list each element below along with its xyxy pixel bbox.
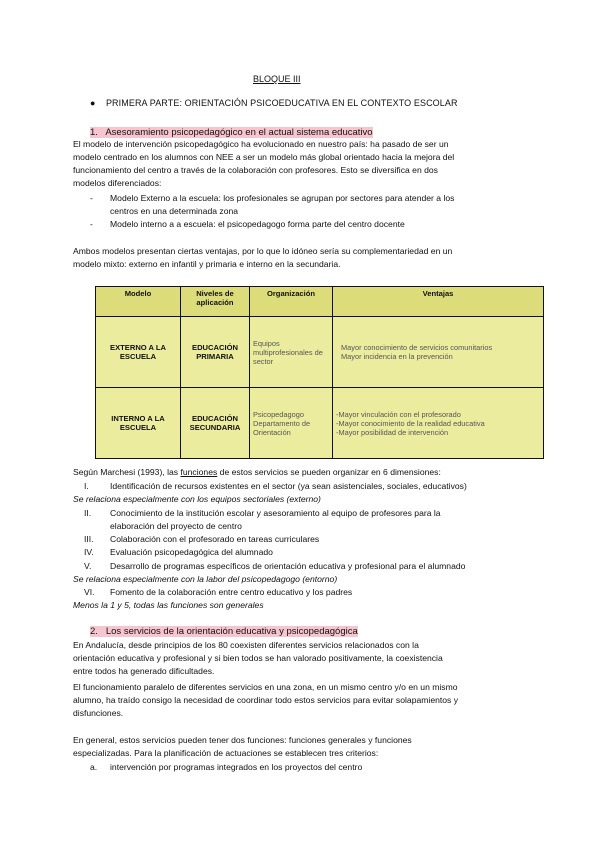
models-table bbox=[95, 286, 544, 459]
function-number: VI. bbox=[84, 587, 95, 597]
paragraph-line: especializadas. Para la planificación de actuaciones se establecen tres criterios: bbox=[73, 748, 379, 758]
function-number: III. bbox=[84, 534, 94, 544]
funciones-intro-pre: Según Marchesi (1993), las bbox=[73, 467, 181, 477]
list-dash: - bbox=[90, 219, 93, 229]
advantage-item: Mayor conocimiento de servicios comunitarios bbox=[341, 343, 493, 352]
note-general: Menos la 1 y 5, todas las funciones son generales bbox=[73, 600, 264, 610]
advantage-item: -Mayor conocimiento de la realidad educativa bbox=[336, 418, 485, 428]
paragraph-line: El funcionamiento paralelo de diferentes servicios en una zona, en un mismo centro y/o en un mismo bbox=[73, 682, 458, 692]
section-2-heading bbox=[90, 626, 358, 637]
funciones-intro bbox=[73, 467, 441, 478]
table-cell: EDUCACIÓN PRIMARIA bbox=[181, 317, 250, 388]
table-header: Niveles de aplicación bbox=[181, 287, 250, 317]
paragraph-line: alumno, ha traído consigo la necesidad de coordinar todo estos servicios para evitar solapamientos y bbox=[73, 695, 459, 705]
function-item: Conocimiento de la institución escolar y asesoramiento al equipo de profesores para la bbox=[110, 508, 441, 518]
table-row bbox=[96, 388, 544, 459]
list-item: Modelo interno a a escuela: el psicopedagogo forma parte del centro docente bbox=[110, 219, 405, 229]
section-2-number: 2. bbox=[90, 626, 98, 637]
table-header: Modelo bbox=[96, 287, 181, 317]
funciones-intro-post: de estos servicios se pueden organizar en 6 dimensiones: bbox=[217, 467, 441, 477]
function-number: IV. bbox=[84, 547, 94, 557]
table-cell bbox=[333, 388, 544, 459]
table-cell: INTERNO A LA ESCUELA bbox=[96, 388, 181, 459]
advantage-item: -Mayor vinculación con el profesorado bbox=[336, 409, 461, 419]
list-item: Modelo Externo a la escuela: los profesionales se agrupan por sectores para atender a los bbox=[110, 193, 455, 203]
paragraph-line: entre todos ha generado dificultades. bbox=[73, 666, 215, 676]
paragraph-line: funcionamiento del centro a través de la colaboración con profesores. Esto se diversifica en dos bbox=[73, 165, 438, 175]
function-item: Fomento de la colaboración entre centro educativo y los padres bbox=[110, 587, 353, 597]
paragraph-line: orientación educativa y profesional y si bien todos se han valorado positivamente, la coexistencia bbox=[73, 653, 443, 663]
section-1-title: Asesoramiento psicopedagógico en el actual sistema educativo bbox=[105, 127, 373, 138]
table-header-row bbox=[96, 287, 544, 317]
paragraph-line: El modelo de intervención psicopedagógico ha evolucionado en nuestro país: ha pasado de ser un bbox=[73, 139, 449, 149]
table-header: Ventajas bbox=[333, 287, 544, 317]
paragraph-line: modelo centrado en los alumnos con NEE a ser un modelo más global orientado hacia la mejora del bbox=[73, 152, 455, 162]
part-heading bbox=[90, 98, 458, 108]
paragraph-line: En Andalucía, desde principios de los 80 coexisten diferentes servicios relacionados con la bbox=[73, 640, 419, 650]
function-item: Evaluación psicopedagógica del alumnado bbox=[110, 547, 273, 557]
function-number: I. bbox=[84, 481, 89, 491]
function-number: V. bbox=[84, 561, 92, 571]
table-cell: EXTERNO A LA ESCUELA bbox=[96, 317, 181, 388]
table-cell: Psicopedagogo Departamento de Orientación bbox=[250, 388, 333, 459]
funciones-link: funciones bbox=[180, 467, 218, 477]
table-cell: Equipos multiprofesionales de sector bbox=[250, 317, 333, 388]
section-2-title: Los servicios de la orientación educativa y psicopedagógica bbox=[105, 626, 358, 637]
list-dash: - bbox=[90, 193, 93, 203]
function-item: Colaboración con el profesorado en tareas curriculares bbox=[110, 534, 320, 544]
bullet-dot-icon: ● bbox=[90, 98, 96, 108]
paragraph-line: Ambos modelos presentan ciertas ventajas, por lo que lo idóneo sería su complementariedad en un bbox=[73, 246, 453, 256]
table-cell: EDUCACIÓN SECUNDARIA bbox=[181, 388, 250, 459]
advantage-item: Mayor incidencia en la prevención bbox=[341, 352, 453, 361]
function-item-continuation: elaboración del proyecto de centro bbox=[110, 521, 242, 531]
function-item: Desarrollo de programas específicos de orientación educativa y profesional para el alumnado bbox=[110, 561, 466, 571]
table-header: Organización bbox=[250, 287, 333, 317]
part-heading-text: PRIMERA PARTE: ORIENTACIÓN PSICOEDUCATIVA EN EL CONTEXTO ESCOLAR bbox=[105, 98, 458, 108]
paragraph-line: modelos diferenciados: bbox=[73, 178, 162, 188]
page-title: BLOQUE III bbox=[253, 74, 301, 84]
function-item: Identificación de recursos existentes en el sector (ya sean asistenciales, sociales, educativos) bbox=[110, 481, 467, 491]
section-1-heading bbox=[90, 127, 373, 138]
paragraph-line: En general, estos servicios pueden tener dos funciones: funciones generales y funciones bbox=[73, 735, 412, 745]
criteria-item: intervención por programas integrados en los proyectos del centro bbox=[110, 762, 363, 772]
list-item-continuation: centros en una determinada zona bbox=[110, 206, 239, 216]
table-cell bbox=[333, 317, 544, 388]
advantage-item: -Mayor posibilidad de intervención bbox=[336, 427, 449, 437]
note-psicopedagogo: Se relaciona especialmente con la labor del psicopedagogo (entorno) bbox=[73, 574, 338, 584]
table-row bbox=[96, 317, 544, 388]
note-sector: Se relaciona especialmente con los equipos sectoriales (externo) bbox=[73, 494, 321, 504]
criteria-letter: a. bbox=[90, 762, 98, 772]
section-1-number: 1. bbox=[90, 127, 98, 138]
function-number: II. bbox=[84, 508, 92, 518]
paragraph-line: modelo mixto: externo en infantil y primaria e interno en la secundaria. bbox=[73, 259, 341, 269]
paragraph-line: disfunciones. bbox=[73, 708, 124, 718]
